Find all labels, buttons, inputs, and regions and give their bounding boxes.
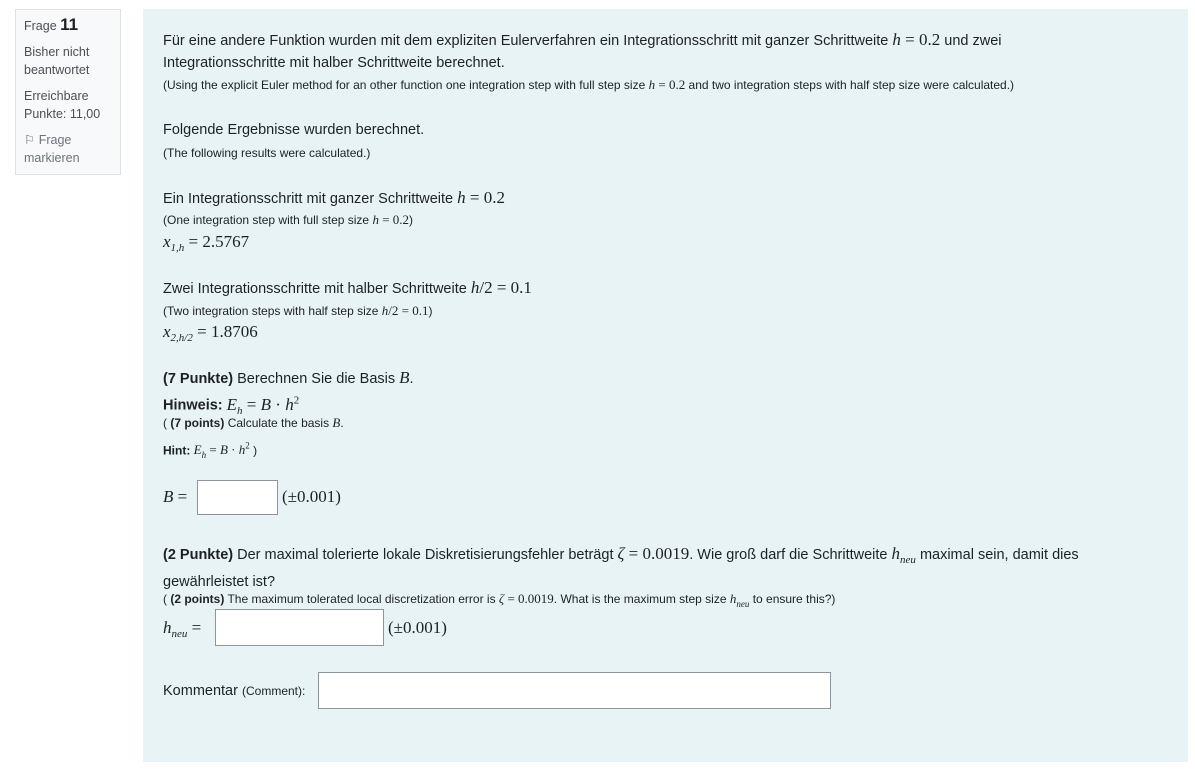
part1-en: ( (7 points) Calculate the basis B.	[163, 415, 344, 430]
hneu-tolerance: (±0.001)	[388, 618, 447, 637]
hint-de: Hinweis: $E_h = B \cdot h^2$	[163, 394, 300, 417]
flag-question-button[interactable]	[24, 131, 112, 167]
question-number: Frage 11	[24, 15, 79, 34]
half-step-de: Zwei Integrationsschritte mit halber Schrittweite h/2 = 0.1	[163, 278, 532, 297]
x2-result: $x_{2,h/2} = 1.8706$	[163, 322, 258, 344]
x1-result: $x_{1,h} = 2.5767$	[163, 232, 250, 254]
full-step-de: Ein Integrationsschritt mit ganzer Schrittweite h = 0.2	[163, 188, 505, 207]
b-tolerance: (±0.001)	[282, 487, 341, 506]
question-content	[143, 9, 1188, 762]
b-answer-input[interactable]	[197, 480, 278, 515]
question-points: Erreichbare Punkte: 11,00	[24, 89, 101, 121]
part2-en: ( (2 points) The maximum tolerated local discretization error is ζ = 0.0019. What is the maximum step size $h_{neu}$ to ensure this?)	[163, 591, 836, 609]
intro-de: Für eine andere Funktion wurden mit dem expliziten Eulerverfahren ein Integrationsschritt mit ganzer Schrittweite h = 0.2 und zwei Integrationsschritte mit halber Schrittweite berechnet.	[163, 30, 1002, 71]
flag-icon: ⚐	[24, 133, 36, 147]
part1-de: (7 Punkte) Berechnen Sie die Basis B.	[163, 368, 414, 387]
question-info-panel	[15, 9, 121, 175]
hneu-label: $h_{neu}$ =	[163, 618, 202, 640]
half-step-en: (Two integration steps with half step size h/2 = 0.1)	[163, 303, 433, 318]
intro-en: (Using the explicit Euler method for an other function one integration step with full step size h = 0.2 and two integration steps with half step size were calculated.)	[163, 77, 1015, 92]
results-de: Folgende Ergebnisse wurden berechnet.	[163, 122, 425, 138]
b-label: B =	[163, 487, 188, 506]
comment-label: Kommentar (Comment):	[163, 683, 306, 699]
question-status: Bisher nicht beantwortet	[24, 45, 90, 77]
results-en: (The following results were calculated.)	[163, 146, 371, 160]
part2-de: (2 Punkte) Der maximal tolerierte lokale Diskretisierungsfehler beträgt ζ = 0.0019. Wie groß darf die Schrittweite $h_{neu}$ maximal sein, damit dies gewährleistet ist?	[163, 544, 1079, 590]
hneu-answer-input[interactable]	[215, 609, 384, 646]
full-step-en: (One integration step with full step size h = 0.2)	[163, 212, 414, 227]
comment-input[interactable]	[318, 672, 831, 709]
flag-question-label: Frage markieren	[24, 133, 80, 165]
hint-en: Hint: $E_h = B \cdot h^2$ )	[163, 441, 258, 461]
